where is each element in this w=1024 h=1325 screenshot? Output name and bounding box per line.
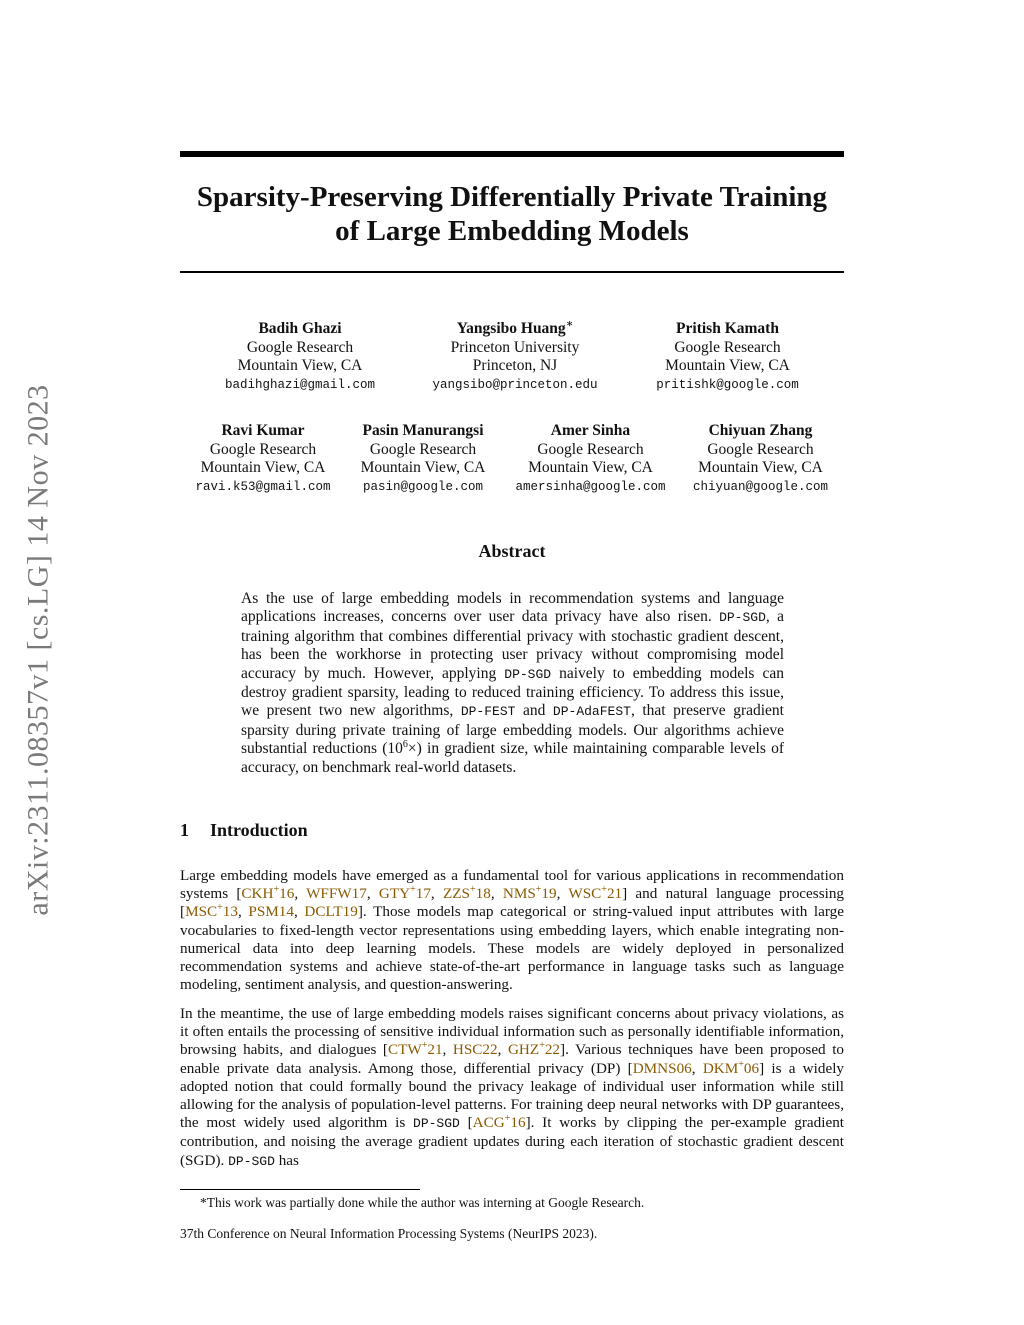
author-block: [410, 317, 620, 394]
author-affiliation: Google Research: [209, 440, 317, 458]
citation-link[interactable]: NMS+19: [502, 884, 557, 903]
author-name: Pritish Kamath: [676, 320, 779, 337]
section-number: 1: [180, 820, 189, 840]
citation-link[interactable]: DCLT19: [304, 903, 358, 921]
author-affiliation: Princeton University: [450, 338, 580, 356]
title-top-rule: [180, 151, 844, 157]
arxiv-identifier-text: arXiv:2311.08357v1 [cs.LG] 14 Nov 2023: [22, 384, 55, 916]
code-term: DP-SGD: [504, 666, 552, 682]
title-bottom-rule: [180, 271, 844, 273]
author-affiliation: Google Research: [674, 338, 781, 356]
author-block: [683, 422, 838, 496]
author-location: Mountain View, CA: [237, 357, 363, 374]
title-line-1: Sparsity-Preserving Differentially Private Training: [196, 181, 828, 213]
author-affiliation: Google Research: [369, 440, 477, 458]
author-name: Chiyuan Zhang: [708, 422, 813, 439]
code-term: DP-SGD: [413, 1116, 460, 1132]
paper-title: [180, 180, 844, 248]
citation-link[interactable]: DKM+06: [702, 1058, 760, 1077]
author-affiliation: Google Research: [707, 440, 814, 458]
section-title: Introduction: [210, 820, 308, 840]
intro-paragraph-1: Large embedding models have emerged as a fundamental tool for various applications in recommendation systems [CKH+16, WFFW17, GTY+17, ZZS+18, NMS+19, WSC+21] and natural language processing [MSC+13, PSM14, DCLT19]. Those models map categorical or string-valued input attributes with large vocabularies to fixed-length vector representations using embedding layers, which enable integrating non-numerical data into deep learning models. These models are widely deployed in personalized recommendation systems and achieve state-of-the-art performance in language tasks such as language modeling, sentiment analysis, and question-answering.: [180, 867, 845, 994]
author-location: Mountain View, CA: [200, 459, 326, 476]
citation-link[interactable]: MSC+13: [185, 902, 238, 921]
code-term: DP-SGD: [228, 1153, 275, 1169]
author-email[interactable]: amersinha@google.com: [515, 479, 666, 494]
code-term: DP-FEST: [460, 704, 516, 720]
author-location: Mountain View, CA: [528, 459, 653, 476]
author-affiliation: Google Research: [537, 440, 644, 458]
citation-link[interactable]: GTY+17: [378, 884, 431, 903]
citation-link[interactable]: DMNS06: [632, 1059, 692, 1077]
author-name: Pasin Manurangsi: [362, 422, 484, 439]
citation-link[interactable]: HSC22: [452, 1041, 498, 1059]
author-affiliation: Google Research: [246, 338, 354, 356]
author-location: Mountain View, CA: [698, 459, 823, 476]
code-term: DP-SGD: [719, 610, 766, 626]
citation-link[interactable]: PSM14: [248, 903, 294, 921]
author-name: Ravi Kumar: [221, 422, 305, 439]
author-email[interactable]: yangsibo@princeton.edu: [432, 377, 598, 392]
author-location: Princeton, NJ: [472, 357, 558, 374]
author-email[interactable]: ravi.k53@gmail.com: [195, 479, 331, 494]
title-line-2: of Large Embedding Models: [335, 215, 689, 247]
abstract-heading: Abstract: [478, 541, 546, 561]
code-term: DP-AdaFEST: [552, 704, 631, 720]
exponent: 6: [402, 739, 408, 751]
footnote: *This work was partially done while the author was interning at Google Research.: [200, 1195, 645, 1210]
author-block: [188, 422, 338, 496]
abstract-text: As the use of large embedding models in recommendation systems and language applications increases, concerns over user data privacy have also risen. DP-SGD, a training algorithm that combines differential privacy with stochastic gradient descent, has been the workhorse in protecting user privacy without compromising model accuracy by much. However, applying DP-SGD naively to embedding models can destroy gradient sparsity, leading to reduced training efficiency. To address this issue, we present two new algorithms, DP-FEST and DP-AdaFEST, that preserve gradient sparsity during private training of large embedding models. Our algorithms achieve substantial reductions $(10^6\times)$ in gradient size, while maintaining comparable levels of accuracy, on benchmark real-world datasets.: [241, 590, 784, 776]
author-name: Amer Sinha: [550, 422, 631, 439]
author-block: [640, 320, 815, 394]
footnote-rule: [180, 1189, 420, 1190]
author-email[interactable]: badihghazi@gmail.com: [224, 377, 376, 392]
author-email[interactable]: pasin@google.com: [362, 479, 484, 494]
intro-paragraph-2: In the meantime, the use of large embedding models raises significant concerns about privacy violations, as it often entails the processing of sensitive individual information such as personally identifiable information, browsing habits, and dialogues [CTW+21, HSC22, GHZ+22]. Various techniques have been proposed to enable private data analysis. Among those, differential privacy (DP) [DMNS06, DKM+06] is a widely adopted notion that could formally bound the privacy leakage of individual user information while still allowing for the analysis of population-level patterns. For training deep neural networks with DP guarantees, the most widely used algorithm is DP-SGD [ACG+16]. It works by clipping the per-example gradient contribution, and noising the average gradient updates during each iteration of stochastic gradient descent (SGD). DP-SGD has: [180, 1005, 845, 1169]
arxiv-identifier: [12, 350, 66, 950]
footnote-mark[interactable]: ∗: [565, 317, 574, 330]
citation-link[interactable]: WSC+21: [568, 884, 623, 903]
citation-link[interactable]: ZZS+18: [442, 884, 491, 903]
author-name: Yangsibo Huang∗: [456, 317, 574, 337]
author-name: Badih Ghazi: [258, 320, 342, 337]
venue-note: 37th Conference on Neural Information Processing Systems (NeurIPS 2023).: [180, 1226, 598, 1241]
author-email[interactable]: chiyuan@google.com: [692, 479, 829, 494]
author-location: Mountain View, CA: [360, 459, 486, 476]
author-block: [210, 320, 390, 394]
citation-link[interactable]: ACG+16: [472, 1113, 526, 1132]
citation-link[interactable]: WFFW17: [306, 885, 367, 903]
author-block: [348, 422, 498, 496]
citation-link[interactable]: CKH+16: [241, 884, 295, 903]
author-block: [508, 422, 673, 496]
author-location: Mountain View, CA: [665, 357, 790, 374]
author-email[interactable]: pritishk@google.com: [656, 377, 799, 392]
citation-link[interactable]: CTW+21: [387, 1040, 443, 1059]
citation-link[interactable]: GHZ+22: [507, 1040, 561, 1059]
section-heading: [180, 820, 308, 841]
